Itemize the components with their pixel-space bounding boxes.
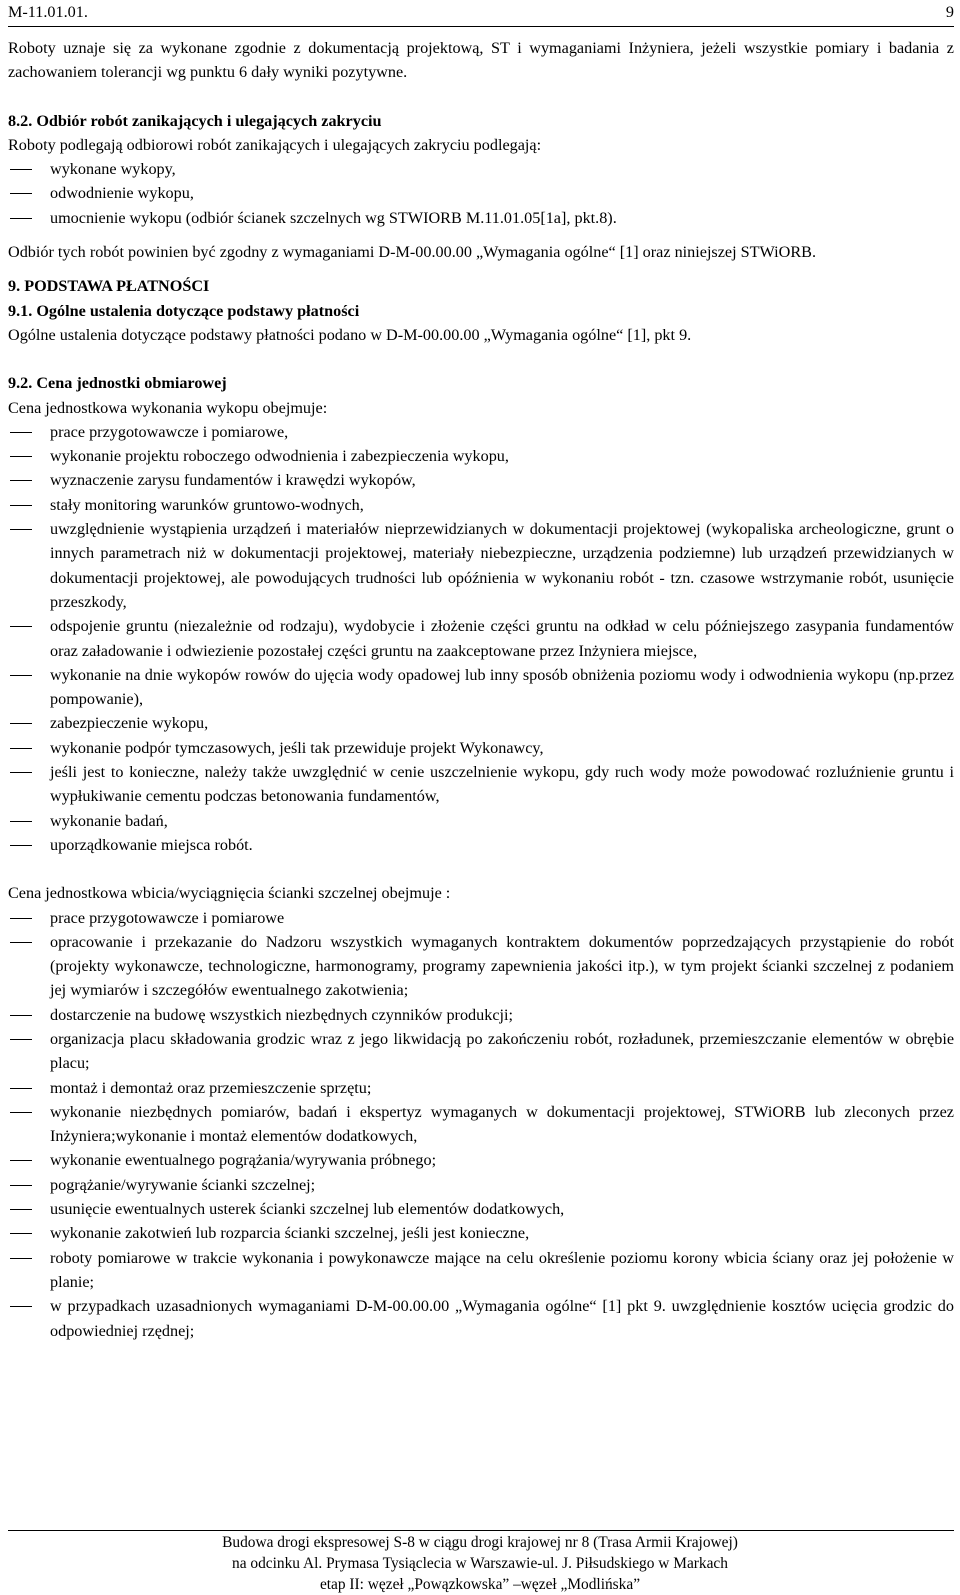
list-item: zabezpieczenie wykopu,	[50, 714, 209, 733]
list-item: wykonanie niezbędnych pomiarów, badań i ekspertyz wymaganych w dokumentacji projektowej, STWiORB lub zleconych przez Inżyniera;wykonanie i montaż elementów dodatkowych,	[50, 1102, 954, 1146]
section-8-2-list	[8, 157, 954, 230]
section-9-2-list	[8, 420, 954, 857]
section-9-2-list-2	[8, 906, 954, 1343]
footer-line-1: Budowa drogi ekspresowej S-8 w ciągu drogi krajowej nr 8 (Trasa Armii Krajowej)	[222, 1534, 738, 1551]
section-9-2-heading: 9.2. Cena jednostki obmiarowej	[8, 374, 227, 393]
page-header	[8, 0, 954, 27]
list-item: wykonanie zakotwień lub rozparcia ścianki szczelnej, jeśli jest konieczne,	[50, 1224, 530, 1243]
footer-line-2: na odcinku Al. Prymasa Tysiąclecia w Warszawie-ul. J. Piłsudskiego w Markach	[232, 1555, 728, 1572]
list-item: uwzględnienie wystąpienia urządzeń i materiałów nieprzewidzianych w dokumentacji projektowej (wykopaliska archeologiczne, grunt o innych parametrach niż w dokumentacji projektowej, materiały niebezpieczne, urządzenia podziemne) lub urządzeń przewidzianych w dokumentacji projektowej, ale powodujących trudności lub opóźnienia w wykonaniu robót - tzn. czasowe wstrzymanie robót, usunięcie przeszkody,	[50, 520, 954, 611]
list-item: organizacja placu składowania grodzic wraz z jego likwidacją po zakończeniu robót, rozładunek, przemieszczanie elementów w obrębie placu;	[50, 1029, 954, 1073]
section-8-2-intro: Roboty podlegają odbiorowi robót zanikających i ulegających zakryciu podlegają:	[8, 135, 542, 154]
list-item: stały monitoring warunków gruntowo-wodnych,	[50, 495, 364, 514]
list-item: uporządkowanie miejsca robót.	[50, 835, 253, 854]
list-item: montaż i demontaż oraz przemieszczenie sprzętu;	[50, 1078, 372, 1097]
list-item: wykonanie badań,	[50, 811, 168, 830]
list-item: wykonanie na dnie wykopów rowów do ujęcia wody opadowej lub inny sposób obniżenia poziomu wody i odwodnienia wykopu (np.przez pompowanie),	[50, 665, 954, 709]
sec8-intro-paragraph: Roboty uznaje się za wykonane zgodnie z dokumentacją projektową, ST i wymaganiami Inżyniera, jeżeli wszystkie pomiary i badania z zachowaniem tolerancji wg punktu 6 dały wyniki pozytywne.	[8, 39, 954, 82]
section-9-2-intro: Cena jednostkowa wykonania wykopu obejmuje:	[8, 398, 328, 417]
list-item: wykonanie podpór tymczasowych, jeśli tak przewiduje projekt Wykonawcy,	[50, 738, 544, 757]
document-body	[8, 36, 954, 1343]
list-item: w przypadkach uzasadnionych wymaganiami D-M-00.00.00 „Wymagania ogólne“ [1] pkt 9. uwzględnienie kosztów ucięcia grodzic do odpowiedniej rzędnej;	[50, 1297, 954, 1340]
list-item: wyznaczenie zarysu fundamentów i krawędzi wykopów,	[50, 471, 416, 490]
section-9-heading: 9. PODSTAWA PŁATNOŚCI	[8, 277, 210, 296]
list-item: odwodnienie wykopu,	[50, 184, 194, 203]
list-item: opracowanie i przekazanie do Nadzoru wszystkich wymaganych kontraktem dokumentów poprzedzających przystąpienie do robót (projekty wykonawcze, technologiczne, harmonogramy, programy zapewnienia jakości itp.), w tym projekt ścianki szczelnej z podaniem jej wymiarów i szczegółów ewentualnego zakotwienia;	[50, 932, 954, 1000]
section-9-1-heading: 9.1. Ogólne ustalenia dotyczące podstawy płatności	[8, 301, 360, 320]
list-item: dostarczenie na budowę wszystkich niezbędnych czynników produkcji;	[50, 1005, 513, 1024]
list-item: wykonanie ewentualnego pogrążania/wyrywania próbnego;	[50, 1151, 437, 1170]
list-item: jeśli jest to konieczne, należy także uwzględnić w cenie uszczelnienie wykopu, gdy ruch wody może powodować rozluźnienie gruntu i wypłukiwanie cementu podczas betonowania fundamentów,	[50, 763, 954, 806]
section-8-2-heading: 8.2. Odbiór robót zanikających i ulegających zakryciu	[8, 111, 382, 130]
list-item: odspojenie gruntu (niezależnie od rodzaju), wydobycie i złożenie części gruntu na odkład w celu późniejszego zasypania fundamentów oraz załadowanie i odwiezienie pozostałej części gruntu na zaakceptowane przez Inżyniera miejsce,	[50, 617, 954, 660]
list-item: prace przygotowawcze i pomiarowe	[50, 908, 285, 927]
list-item: umocnienie wykopu (odbiór ścianek szczelnych wg STWIORB M.11.01.05[1a], pkt.8).	[50, 208, 617, 227]
list-item: prace przygotowawcze i pomiarowe,	[50, 422, 289, 441]
list-item: wykonane wykopy,	[50, 160, 176, 179]
page-footer	[0, 1532, 960, 1595]
spec-code: M-11.01.01.	[8, 3, 88, 21]
list-item: usunięcie ewentualnych usterek ścianki szczelnej lub elementów dodatkowych,	[50, 1200, 565, 1219]
list-item: roboty pomiarowe w trakcie wykonania i powykonawcze mające na celu określenie poziomu korony wbicia ściany oraz jej położenie w planie;	[50, 1248, 954, 1291]
footer-line-3: etap II: węzeł „Powązkowska” –węzeł „Modlińska”	[319, 1576, 641, 1593]
section-9-1-text: Ogólne ustalenia dotyczące podstawy płatności podano w D-M-00.00.00 „Wymagania ogólne“ [1], pkt 9.	[8, 325, 692, 344]
section-8-2-closing: Odbiór tych robót powinien być zgodny z wymaganiami D-M-00.00.00 „Wymagania ogólne“ [1] oraz niniejszej STWiORB.	[8, 243, 816, 262]
page-number: 9	[945, 3, 954, 21]
list-item: wykonanie projektu roboczego odwodnienia i zabezpieczenia wykopu,	[50, 447, 509, 466]
section-9-2-intro-2: Cena jednostkowa wbicia/wyciągnięcia ścianki szczelnej obejmuje :	[8, 884, 451, 903]
list-item: pogrążanie/wyrywanie ścianki szczelnej;	[50, 1175, 316, 1194]
